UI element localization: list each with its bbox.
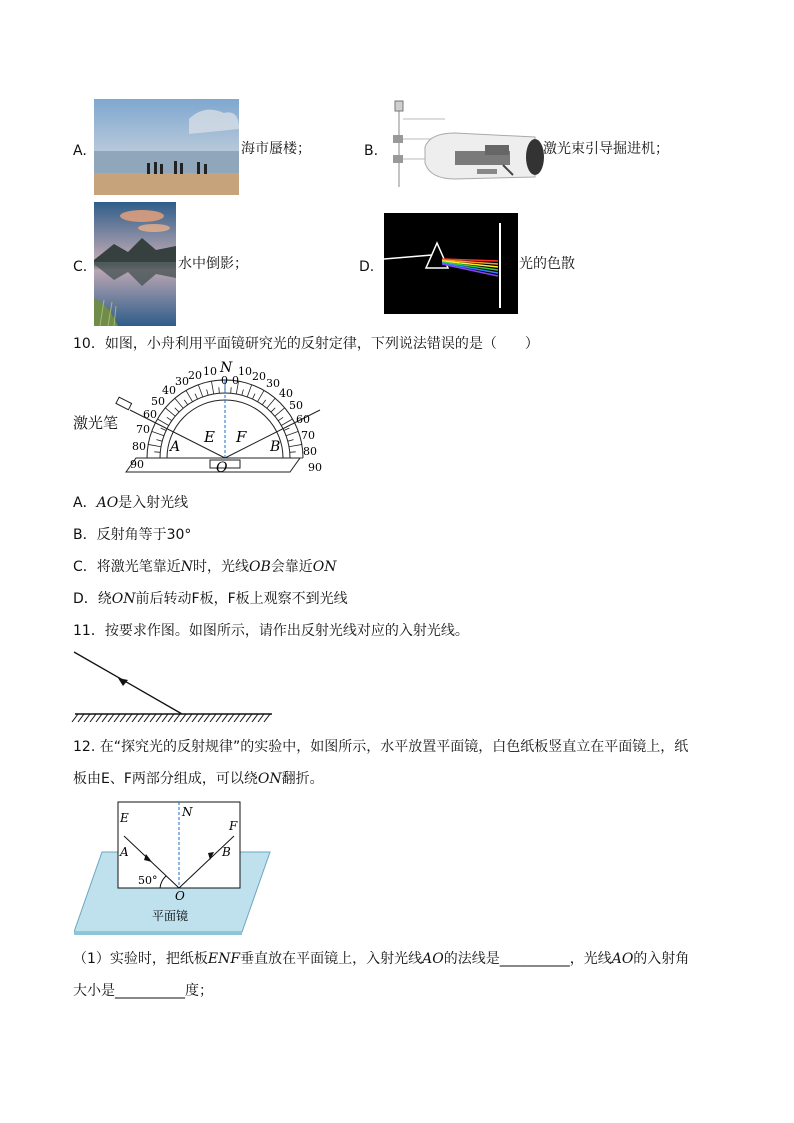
ground-hatch bbox=[192, 714, 198, 722]
option-d-letter: D. bbox=[359, 259, 375, 275]
option-text: 是入射光线 bbox=[118, 495, 189, 511]
point-label-b: B bbox=[270, 439, 281, 455]
scale-0-left: 0 bbox=[221, 374, 228, 387]
point-label-a: A bbox=[170, 439, 181, 455]
board-label-e: E bbox=[120, 811, 129, 825]
protractor-tick bbox=[211, 381, 213, 394]
protractor-tick bbox=[195, 394, 198, 399]
option-b-text: 激光束引导掘进机； bbox=[543, 141, 669, 157]
protractor-tick bbox=[167, 417, 172, 420]
q10-option-a bbox=[73, 494, 188, 512]
q12-sub1-line2: 大小是__________度； bbox=[73, 983, 213, 999]
scale-10-right: 10 bbox=[238, 365, 252, 378]
scale-20-left: 20 bbox=[188, 369, 202, 382]
ground-hatch bbox=[108, 714, 114, 722]
math-ob: OB bbox=[249, 559, 271, 575]
ground-hatch bbox=[102, 714, 108, 722]
scale-30-right: 30 bbox=[266, 377, 280, 390]
angle-label: 50° bbox=[138, 874, 158, 887]
scale-70-left: 70 bbox=[136, 423, 150, 436]
mirage-photo bbox=[94, 99, 239, 195]
ground-hatch bbox=[90, 714, 96, 722]
protractor-tick bbox=[175, 408, 179, 412]
protractor-tick bbox=[288, 440, 294, 442]
option-d-text: 光的色散 bbox=[519, 256, 575, 272]
option-text: 前后转动F板，F板上观察不到光线 bbox=[135, 591, 348, 607]
point-label-a: A bbox=[120, 845, 129, 859]
scale-30-left: 30 bbox=[175, 375, 189, 388]
protractor-tick bbox=[207, 389, 209, 395]
protractor-tick bbox=[252, 394, 255, 399]
stem-text: 板由E、F两部分组成，可以绕 bbox=[73, 771, 258, 787]
protractor-tick bbox=[219, 387, 220, 393]
ground-hatch bbox=[240, 714, 246, 722]
math-on: ON bbox=[312, 559, 337, 575]
scale-90-left: 90 bbox=[130, 458, 144, 471]
math-ao: AO bbox=[611, 951, 634, 967]
math-on: ON bbox=[111, 591, 136, 607]
prism-dispersion-photo bbox=[384, 213, 518, 314]
ground-hatch bbox=[150, 714, 156, 722]
protractor-tick bbox=[184, 400, 187, 405]
sub-text: 的入射角 bbox=[633, 951, 690, 967]
ground-hatch bbox=[138, 714, 144, 722]
math-on: ON bbox=[257, 771, 282, 787]
sub-text: 垂直放在平面镜上，入射光线 bbox=[240, 951, 423, 967]
scale-80-right: 80 bbox=[303, 445, 317, 458]
q12-sub1-line1 bbox=[73, 950, 689, 968]
math-ao: AO bbox=[96, 495, 119, 511]
ground-hatch bbox=[174, 714, 180, 722]
point-label-b: B bbox=[222, 845, 231, 859]
protractor-tick bbox=[148, 444, 161, 446]
protractor-tick bbox=[262, 400, 265, 405]
ground-hatch bbox=[126, 714, 132, 722]
option-c-text: 水中倒影； bbox=[178, 256, 248, 272]
ground-hatch bbox=[234, 714, 240, 722]
protractor-tick bbox=[175, 398, 183, 408]
scale-70-right: 70 bbox=[301, 429, 315, 442]
scale-80-left: 80 bbox=[132, 440, 146, 453]
protractor-tick bbox=[231, 387, 232, 393]
option-letter: B． bbox=[73, 527, 97, 543]
scale-0-right: 0 bbox=[232, 374, 239, 387]
protractor-tick bbox=[165, 408, 175, 416]
ground-hatch bbox=[96, 714, 102, 722]
protractor-tick bbox=[278, 417, 283, 420]
ground-hatch bbox=[78, 714, 84, 722]
protractor-tick bbox=[156, 440, 162, 442]
q12-stem-line2 bbox=[73, 770, 324, 788]
ground-hatch bbox=[228, 714, 234, 722]
protractor-tick bbox=[152, 431, 164, 435]
scale-50-left: 50 bbox=[151, 395, 165, 408]
ground-hatch bbox=[198, 714, 204, 722]
option-a-letter: A. bbox=[73, 143, 87, 159]
protractor-tick bbox=[275, 408, 285, 416]
ground-hatch bbox=[132, 714, 138, 722]
scale-40-left: 40 bbox=[162, 384, 176, 397]
option-text: 绕 bbox=[97, 591, 112, 607]
option-letter: D． bbox=[73, 591, 98, 607]
ground-hatch bbox=[180, 714, 186, 722]
point-label-o: O bbox=[175, 889, 185, 903]
q12-stem-line1: 12. 在“探究光的反射规律”的实验中，如图所示，水平放置平面镜，白色纸板竖直立在平面镜上，纸 bbox=[73, 739, 689, 755]
normal-label-n: N bbox=[220, 360, 233, 376]
board-label-e: E bbox=[204, 428, 215, 446]
ground-hatch bbox=[216, 714, 222, 722]
protractor-tick bbox=[267, 398, 275, 408]
protractor-tick bbox=[286, 431, 298, 435]
ground-hatch bbox=[264, 714, 270, 722]
protractor-tick bbox=[154, 452, 160, 453]
ground-hatch bbox=[210, 714, 216, 722]
math-ao: AO bbox=[422, 951, 444, 967]
ground-hatch bbox=[168, 714, 174, 722]
scale-50-right: 50 bbox=[289, 399, 303, 412]
option-a-text: 海市蜃楼； bbox=[241, 141, 311, 157]
protractor-tick bbox=[271, 408, 275, 412]
option-c-letter: C. bbox=[73, 259, 88, 275]
point-label-o: O bbox=[216, 460, 228, 476]
ground-hatch bbox=[144, 714, 150, 722]
ground-hatch bbox=[162, 714, 168, 722]
option-text: 将激光笔靠近 bbox=[96, 559, 181, 575]
q11-reflection-figure bbox=[70, 646, 280, 726]
math-n: N bbox=[180, 559, 194, 575]
protractor-tick bbox=[289, 444, 302, 446]
protractor-tick bbox=[186, 390, 193, 401]
board-label-f: F bbox=[229, 819, 238, 833]
ground-hatch bbox=[204, 714, 210, 722]
mirror-label: 平面镜 bbox=[152, 909, 189, 923]
scale-90-right: 90 bbox=[308, 461, 322, 474]
q10-stem: 10．如图，小舟利用平面镜研究光的反射定律，下列说法错误的是（ ） bbox=[73, 336, 539, 352]
board-label-f: F bbox=[236, 428, 247, 446]
ground-hatch bbox=[246, 714, 252, 722]
protractor-tick bbox=[247, 385, 251, 397]
normal-label-n: N bbox=[182, 805, 193, 819]
ground-hatch bbox=[222, 714, 228, 722]
q11-stem: 11．按要求作图。如图所示，请作出反射光线对应的入射光线。 bbox=[73, 623, 469, 639]
scale-10-left: 10 bbox=[203, 365, 217, 378]
sub-text: （1）实验时，把纸板 bbox=[73, 951, 208, 967]
option-text: 反射角等于30° bbox=[96, 527, 192, 543]
ground-hatch bbox=[114, 714, 120, 722]
q12-experiment-figure bbox=[74, 800, 274, 935]
ground-hatch bbox=[258, 714, 264, 722]
ground-hatch bbox=[186, 714, 192, 722]
protractor-tick bbox=[242, 389, 244, 395]
option-letter: A． bbox=[73, 495, 97, 511]
scale-40-right: 40 bbox=[279, 387, 293, 400]
sub-text: 的法线是__________，光线 bbox=[443, 951, 612, 967]
stem-text: 翻折。 bbox=[281, 771, 324, 787]
ground-hatch bbox=[84, 714, 90, 722]
protractor-tick bbox=[258, 390, 265, 401]
q10-option-d bbox=[73, 590, 348, 608]
protractor-tick bbox=[290, 452, 296, 453]
laser-boring-machine-figure bbox=[385, 99, 545, 191]
option-b-letter: B. bbox=[364, 143, 379, 159]
ground-hatch bbox=[120, 714, 126, 722]
option-letter: C． bbox=[73, 559, 97, 575]
scale-60-right: 60 bbox=[296, 413, 310, 426]
ground-hatch bbox=[252, 714, 258, 722]
ground-hatch bbox=[72, 714, 78, 722]
laser-pen-label: 激光笔 bbox=[73, 414, 119, 432]
option-text: 时，光线 bbox=[193, 559, 250, 575]
scale-20-right: 20 bbox=[252, 370, 266, 383]
q10-option-c bbox=[73, 558, 337, 576]
ground-hatch bbox=[156, 714, 162, 722]
q10-option-b bbox=[73, 526, 191, 544]
math-enf: ENF bbox=[207, 951, 241, 967]
option-text: 会靠近 bbox=[270, 559, 313, 575]
protractor-tick bbox=[198, 385, 202, 397]
scale-60-left: 60 bbox=[143, 408, 157, 421]
reflection-photo bbox=[94, 202, 176, 326]
